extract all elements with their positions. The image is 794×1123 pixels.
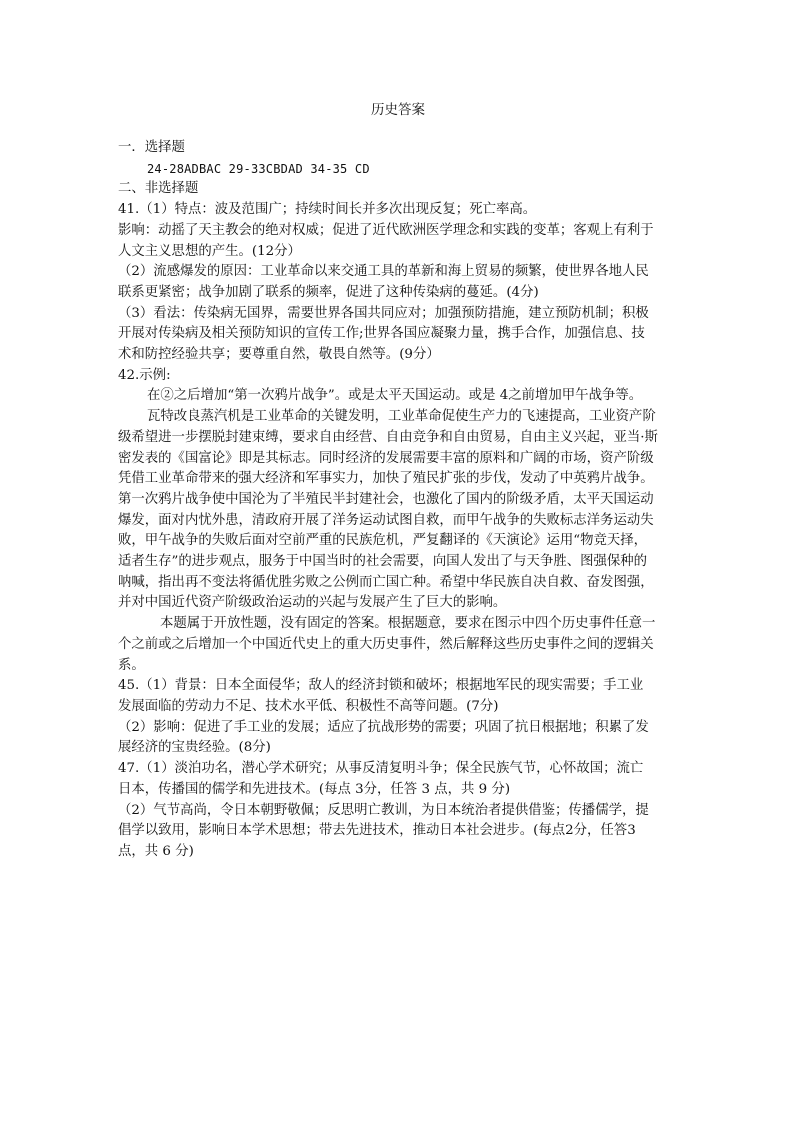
q42-line: 败，甲午战争的失败后面对空前严重的民族危机，严复翻译的《天演论》运用“物竞天择， [118, 533, 648, 549]
q42-line: 第一次鸦片战争使中国沦为了半殖民半封建社会，也激化了国内的阶级矛盾，太平天国运动 [118, 491, 654, 507]
q41-line: 术和防控经验共享；要尊重自然，敬畏自然等。(9分） [118, 347, 440, 363]
document-title: 历史答案 [371, 102, 425, 118]
question-47 [118, 759, 678, 863]
q42-line: 呐喊，指出再不变法将循优胜劣败之公例而亡国亡种。希望中华民族自决自救、奋发图强， [118, 574, 654, 590]
section-heading-nonchoice: 二、非选择题 [118, 181, 199, 197]
q42-line: 本题属于开放性题，没有固定的答案。根据题意，要求在图示中四个历史事件任意一 [160, 616, 656, 632]
question-45 [118, 676, 678, 759]
q41-line: 人文主义思想的产生。(12分） [118, 243, 301, 259]
choice-answers: 24-28ADBAC 29-33CBDAD 34-35 CD [147, 161, 370, 176]
q42-line: 系。 [118, 657, 145, 673]
q41-line: 联系更紧密；战争加剧了联系的频率，促进了这种传染病的蔓延。(4分) [118, 284, 539, 300]
q41-line: （3）看法：传染病无国界，需要世界各国共同应对；加强预防措施，建立预防机制；积极 [118, 305, 649, 321]
q41-line: 开展对传染病及相关预防知识的宣传工作;世界各国应凝聚力量，携手合作，加强信息、技 [118, 326, 645, 342]
question-42 [118, 366, 678, 677]
q47-line: 倡学以致用，影响日本学术思想；带去先进技术，推动日本社会进步。(每点2分，任答3 [118, 823, 636, 839]
q42-line: 密发表的《国富论》即是其标志。同时经济的发展需要丰富的原料和广阔的市场，资产阶级 [118, 450, 654, 466]
q42-line: 凭借工业革命带来的强大经济和军事实力，加快了殖民扩张的步伐，发动了中英鸦片战争。 [118, 471, 654, 487]
q42-line: 个之前或之后增加一个中国近代史上的重大历史事件，然后解释这些历史事件之间的逻辑关 [118, 636, 654, 652]
section-heading-choice: 一．选择题 [118, 140, 185, 155]
q42-line: 爆发，面对内忧外患，清政府开展了洋务运动试图自救，而甲午战争的失败标志洋务运动失 [118, 512, 654, 528]
q42-line: 适者生存”的进步观点，服务于中国当时的社会需要，向国人发出了与天争胜、图强保种的 [118, 554, 648, 570]
q41-line: 41.（1）特点：波及范围广；持续时间长并多次出现反复；死亡率高。 [118, 202, 537, 218]
q47-line: 点，共 6 分) [118, 843, 194, 859]
q41-line: （2）流感爆发的原因：工业革命以来交通工具的革新和海上贸易的频繁，使世界各地人民 [118, 264, 649, 280]
q42-line: 瓦特改良蒸汽机是工业革命的关键发明，工业革命促使生产力的飞速提高，工业资产阶 [147, 409, 656, 425]
q47-line: 47.（1）淡泊功名，潜心学术研究；从事反清复明斗争；保全民族气节，心怀故国；流亡 [118, 761, 644, 777]
q45-line: 45.（1）背景：日本全面侵华；敌人的经济封锁和破坏；根据地军民的现实需要；手工业 [118, 678, 644, 694]
q45-line: （2）影响：促进了手工业的发展；适应了抗战形势的需要；巩固了抗日根据地；积累了发 [118, 719, 649, 735]
q45-line: 发展面临的劳动力不足、技术水平低、积极性不高等问题。(7分) [118, 698, 499, 714]
q42-line: 42.示例: [118, 367, 171, 383]
q45-line: 展经济的宝贵经验。(8分) [118, 740, 271, 756]
q47-line: 日本，传播国的儒学和先进技术。(每点 3分，任答 3 点，共 9 分) [118, 781, 511, 797]
q41-line: 影响：动摇了天主教会的绝对权威；促进了近代欧洲医学理念和实践的变革；客观上有利于 [118, 222, 654, 238]
q42-line: 在②之后增加“第一次鸦片战争”。或是太平天国运动。或是 4之前增加甲午战争等。 [147, 388, 643, 404]
q47-line: （2）气节高尚，令日本朝野敬佩；反思明亡教训，为日本统治者提供借鉴；传播儒学，提 [118, 802, 649, 818]
question-41 [118, 200, 678, 366]
document-body [118, 100, 678, 863]
q42-line: 并对中国近代资产阶级政治运动的兴起与发展产生了巨大的影响。 [118, 595, 507, 611]
q42-line: 级希望进一步摆脱封建束缚，要求自由经营、自由竞争和自由贸易，自由主义兴起，亚当·斯 [118, 429, 658, 445]
